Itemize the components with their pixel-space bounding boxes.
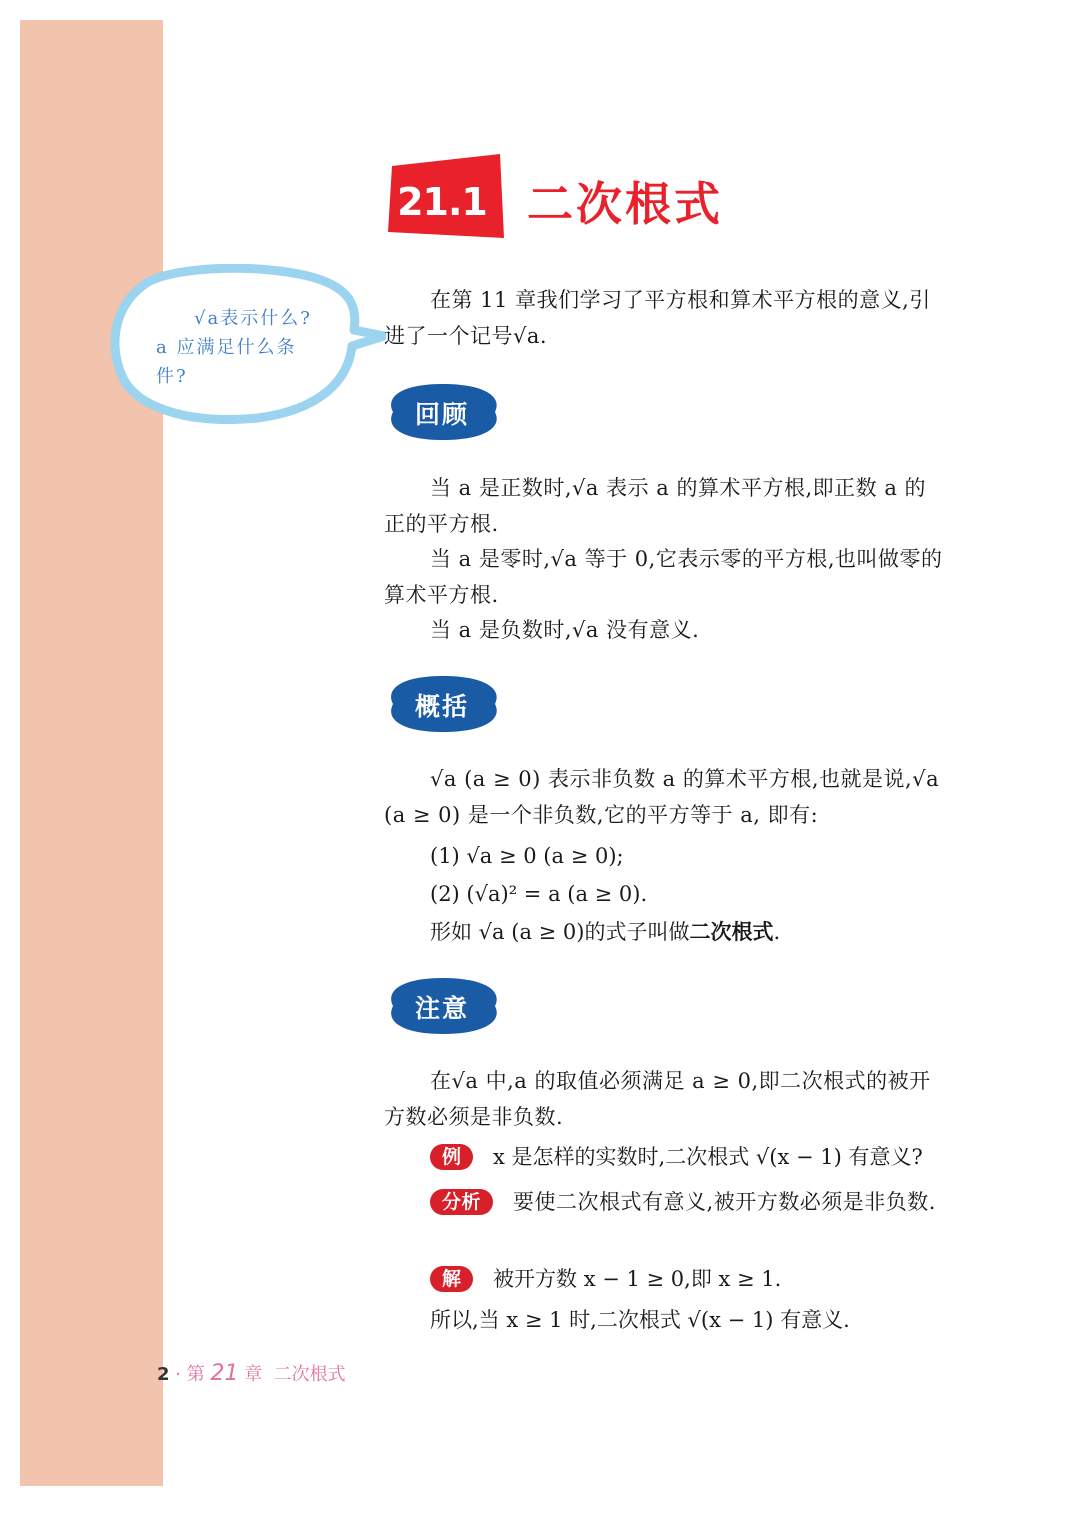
footer-separator: · (175, 1364, 181, 1385)
review-paragraph-3: 当 a 是负数时,√a 没有意义. (430, 618, 700, 642)
solution-line (430, 1261, 781, 1297)
section-number: 21.1 (397, 180, 487, 224)
bubble-question (156, 304, 316, 391)
bubble-line-2: a 应满足什么条件? (156, 337, 297, 387)
intro-paragraph: 在第 11 章我们学习了平方根和算术平方根的意义,引进了一个记号√a. (384, 288, 931, 348)
property-2: (2) (√a)² = a (a ≥ 0). (430, 882, 648, 906)
analysis-text: 要使二次根式有意义,被开方数必须是非负数. (513, 1190, 936, 1214)
chapter-number: 21 (210, 1361, 239, 1386)
definition-suffix: . (773, 920, 781, 944)
review-paragraph-1: 当 a 是正数时,√a 表示 a 的算术平方根,即正数 a 的正的平方根. (384, 476, 927, 536)
summary-label: 概括 (414, 692, 469, 721)
analysis-tag: 分析 (430, 1189, 493, 1215)
definition-prefix: 形如 √a (a ≥ 0)的式子叫做 (430, 920, 690, 944)
example-text: x 是怎样的实数时,二次根式 √(x − 1) 有意义? (493, 1145, 923, 1169)
conclusion-line: 所以,当 x ≥ 1 时,二次根式 √(x − 1) 有意义. (430, 1308, 850, 1332)
page-footer (157, 1360, 346, 1386)
solution-text: 被开方数 x − 1 ≥ 0,即 x ≥ 1. (493, 1267, 782, 1291)
note-paragraph: 在√a 中,a 的取值必须满足 a ≥ 0,即二次根式的被开方数必须是非负数. (384, 1069, 931, 1129)
example-tag: 例 (430, 1144, 473, 1170)
property-1: (1) √a ≥ 0 (a ≥ 0); (430, 844, 624, 868)
section-title: 二次根式 (527, 177, 723, 231)
chapter-title: 二次根式 (273, 1364, 346, 1385)
review-paragraph-2: 当 a 是零时,√a 等于 0,它表示零的平方根,也叫做零的算术平方根. (384, 547, 943, 607)
chapter-prefix: 第 (186, 1364, 205, 1385)
bubble-line-1: √a表示什么? (194, 308, 312, 329)
summary-paragraph: √a (a ≥ 0) 表示非负数 a 的算术平方根,也就是说,√a (a ≥ 0) 是一个非负数,它的平方等于 a, 即有: (384, 767, 940, 827)
solution-tag: 解 (430, 1266, 473, 1292)
page-side-bar (20, 20, 163, 1486)
review-label: 回顾 (414, 400, 469, 429)
definition-term: 二次根式 (689, 920, 774, 944)
page-number: 2 (157, 1364, 170, 1385)
chapter-suffix: 章 (244, 1364, 263, 1385)
example-line (430, 1139, 923, 1175)
definition-line (430, 914, 780, 950)
note-label: 注意 (414, 994, 469, 1023)
analysis-paragraph (384, 1184, 944, 1220)
